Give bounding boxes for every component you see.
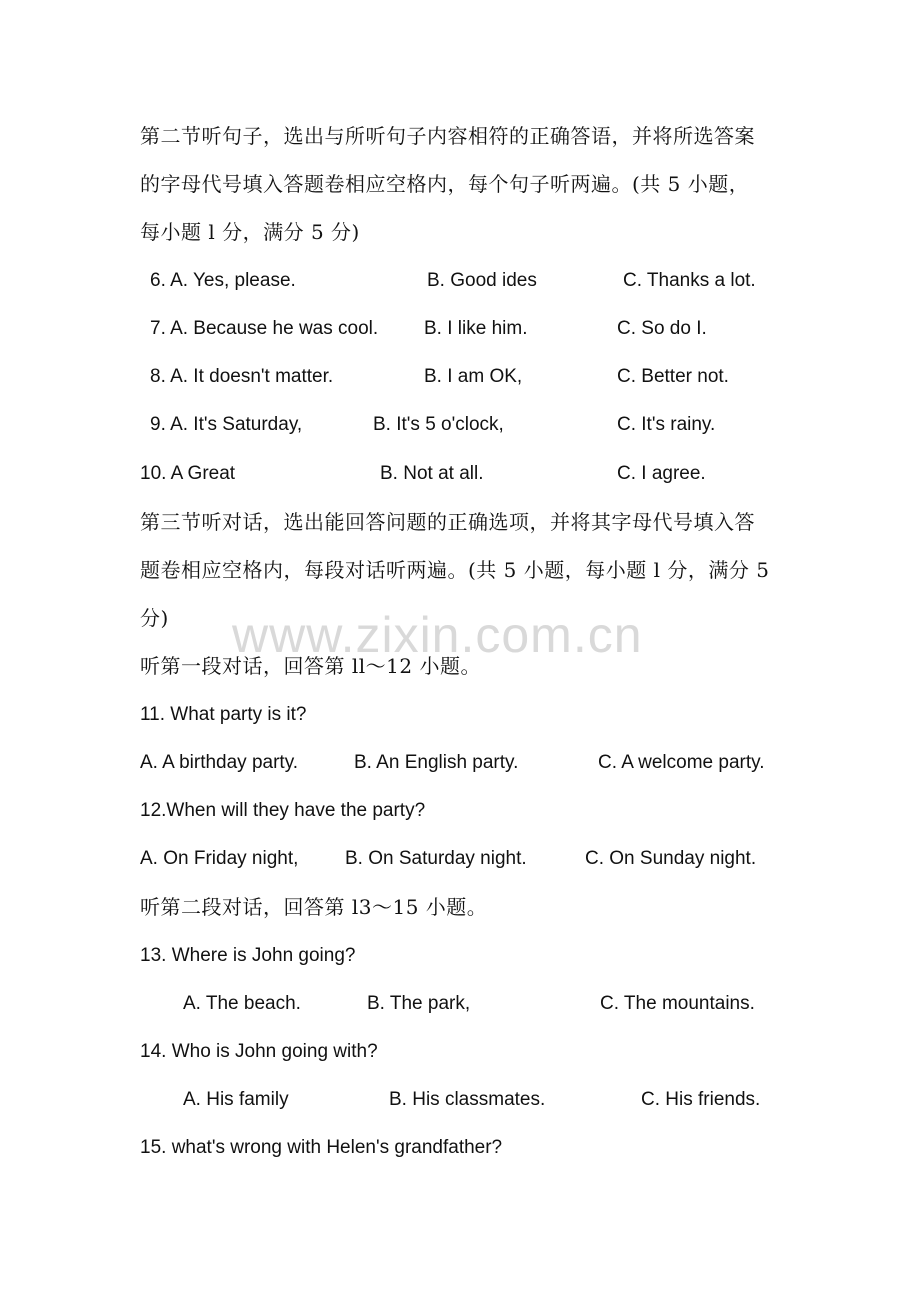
section3-instruction-line1: 第三节听对话，选出能回答问题的正确选项，并将其字母代号填入答 <box>140 510 755 534</box>
section3-instruction-line3: 分) <box>140 606 169 630</box>
question-9-option-c: C. It's rainy. <box>617 414 716 435</box>
question-13-text: 13. Where is John going? <box>140 945 356 966</box>
question-12-text: 12.When will they have the party? <box>140 800 426 821</box>
question-13-option-c: C. The mountains. <box>600 993 755 1014</box>
question-6-option-c: C. Thanks a lot. <box>623 270 756 291</box>
question-6-option-b: B. Good ides <box>427 270 537 291</box>
question-14-option-c: C. His friends. <box>641 1089 761 1110</box>
question-7-option-b: B. I like him. <box>424 318 528 339</box>
question-8-option-b: B. I am OK, <box>424 366 523 387</box>
question-12-option-c: C. On Sunday night. <box>585 848 757 869</box>
question-15-text: 15. what's wrong with Helen's grandfather? <box>140 1137 503 1158</box>
section2-instruction-line1: 第二节听句子，选出与所听句子内容相符的正确答语，并将所选答案 <box>140 124 755 148</box>
question-7-option-c: C. So do I. <box>617 318 707 339</box>
question-14-text: 14. Who is John going with? <box>140 1041 378 1062</box>
watermark-text: www.zixin.com.cn <box>232 607 643 663</box>
question-12-option-b: B. On Saturday night. <box>345 848 527 869</box>
question-11-option-c: C. A welcome party. <box>598 752 765 773</box>
question-11-option-b: B. An English party. <box>354 752 519 773</box>
question-13-option-a: A. The beach. <box>183 993 301 1014</box>
question-10-option-b: B. Not at all. <box>380 463 484 484</box>
question-14-option-a: A. His family <box>183 1089 289 1110</box>
question-11-text: 11. What party is it? <box>140 704 307 725</box>
dialog1-intro: 听第一段对话，回答第 ll～12 小题。 <box>140 654 481 678</box>
section3-instruction-line2: 题卷相应空格内，每段对话听两遍。(共 5 小题，每小题 l 分，满分 5 <box>140 558 770 582</box>
question-10-option-c: C. I agree. <box>617 463 706 484</box>
dialog2-intro: 听第二段对话，回答第 l3～15 小题。 <box>140 895 488 919</box>
question-6-option-a: 6. A. Yes, please. <box>150 270 296 291</box>
question-14-option-b: B. His classmates. <box>389 1089 546 1110</box>
question-9-option-b: B. It's 5 o'clock, <box>373 414 504 435</box>
question-10-option-a: 10. A Great <box>140 463 236 484</box>
section2-instruction-line3: 每小题 l 分，满分 5 分) <box>140 220 360 244</box>
question-12-option-a: A. On Friday night, <box>140 848 299 869</box>
question-13-option-b: B. The park, <box>367 993 471 1014</box>
question-11-option-a: A. A birthday party. <box>140 752 299 773</box>
section2-instruction-line2: 的字母代号填入答题卷相应空格内，每个句子听两遍。(共 5 小题， <box>140 172 750 196</box>
question-8-option-a: 8. A. It doesn't matter. <box>150 366 334 387</box>
question-7-option-a: 7. A. Because he was cool. <box>150 318 379 339</box>
question-9-option-a: 9. A. It's Saturday, <box>150 414 303 435</box>
question-8-option-c: C. Better not. <box>617 366 729 387</box>
